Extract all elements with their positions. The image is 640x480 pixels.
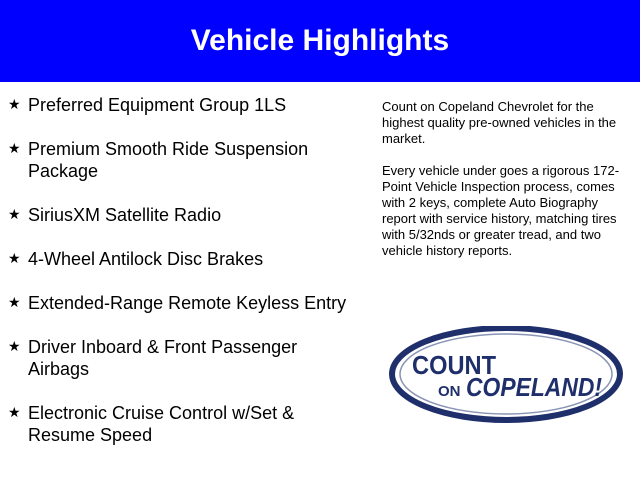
star-icon: ★ (8, 405, 21, 421)
feature-item (8, 248, 348, 270)
feature-text: Extended-Range Remote Keyless Entry (28, 293, 347, 313)
logo-text-count: COUNT (412, 350, 497, 380)
feature-item (8, 204, 348, 226)
feature-item (8, 336, 348, 380)
blurb-paragraph-1: Count on Copeland Chevrolet for the highest quality pre-owned vehicles in the market. (382, 99, 617, 146)
feature-text: Driver Inboard & Front Passenger Airbags (28, 337, 298, 379)
star-icon: ★ (8, 251, 21, 267)
feature-text: 4-Wheel Antilock Disc Brakes (28, 249, 264, 269)
feature-item (8, 402, 348, 446)
feature-item (8, 138, 348, 182)
dealer-blurb (382, 99, 632, 275)
blurb-paragraph-2: Every vehicle under goes a rigorous 172-Point Vehicle Inspection process, comes with 2 keys, complete Auto Biography report with service history, matching tires with 5/32nds or greater tread, and two vehicle history reports. (382, 163, 620, 258)
star-icon: ★ (8, 295, 21, 311)
star-icon: ★ (8, 339, 21, 355)
feature-text: Electronic Cruise Control w/Set & Resume Speed (28, 403, 295, 445)
star-icon: ★ (8, 141, 21, 157)
star-icon: ★ (8, 97, 21, 113)
feature-text: Preferred Equipment Group 1LS (28, 95, 287, 115)
page-title: Vehicle Highlights (190, 24, 450, 57)
logo-text-copeland: COPELAND! (466, 372, 603, 402)
logo-text-on: ON (438, 383, 461, 400)
feature-item (8, 292, 348, 314)
header-banner (0, 0, 640, 82)
feature-text: SiriusXM Satellite Radio (28, 205, 222, 225)
feature-item (8, 94, 348, 116)
count-on-copeland-logo (388, 326, 628, 426)
feature-text: Premium Smooth Ride Suspension Package (28, 139, 309, 181)
star-icon: ★ (8, 207, 21, 223)
feature-list (8, 94, 348, 468)
